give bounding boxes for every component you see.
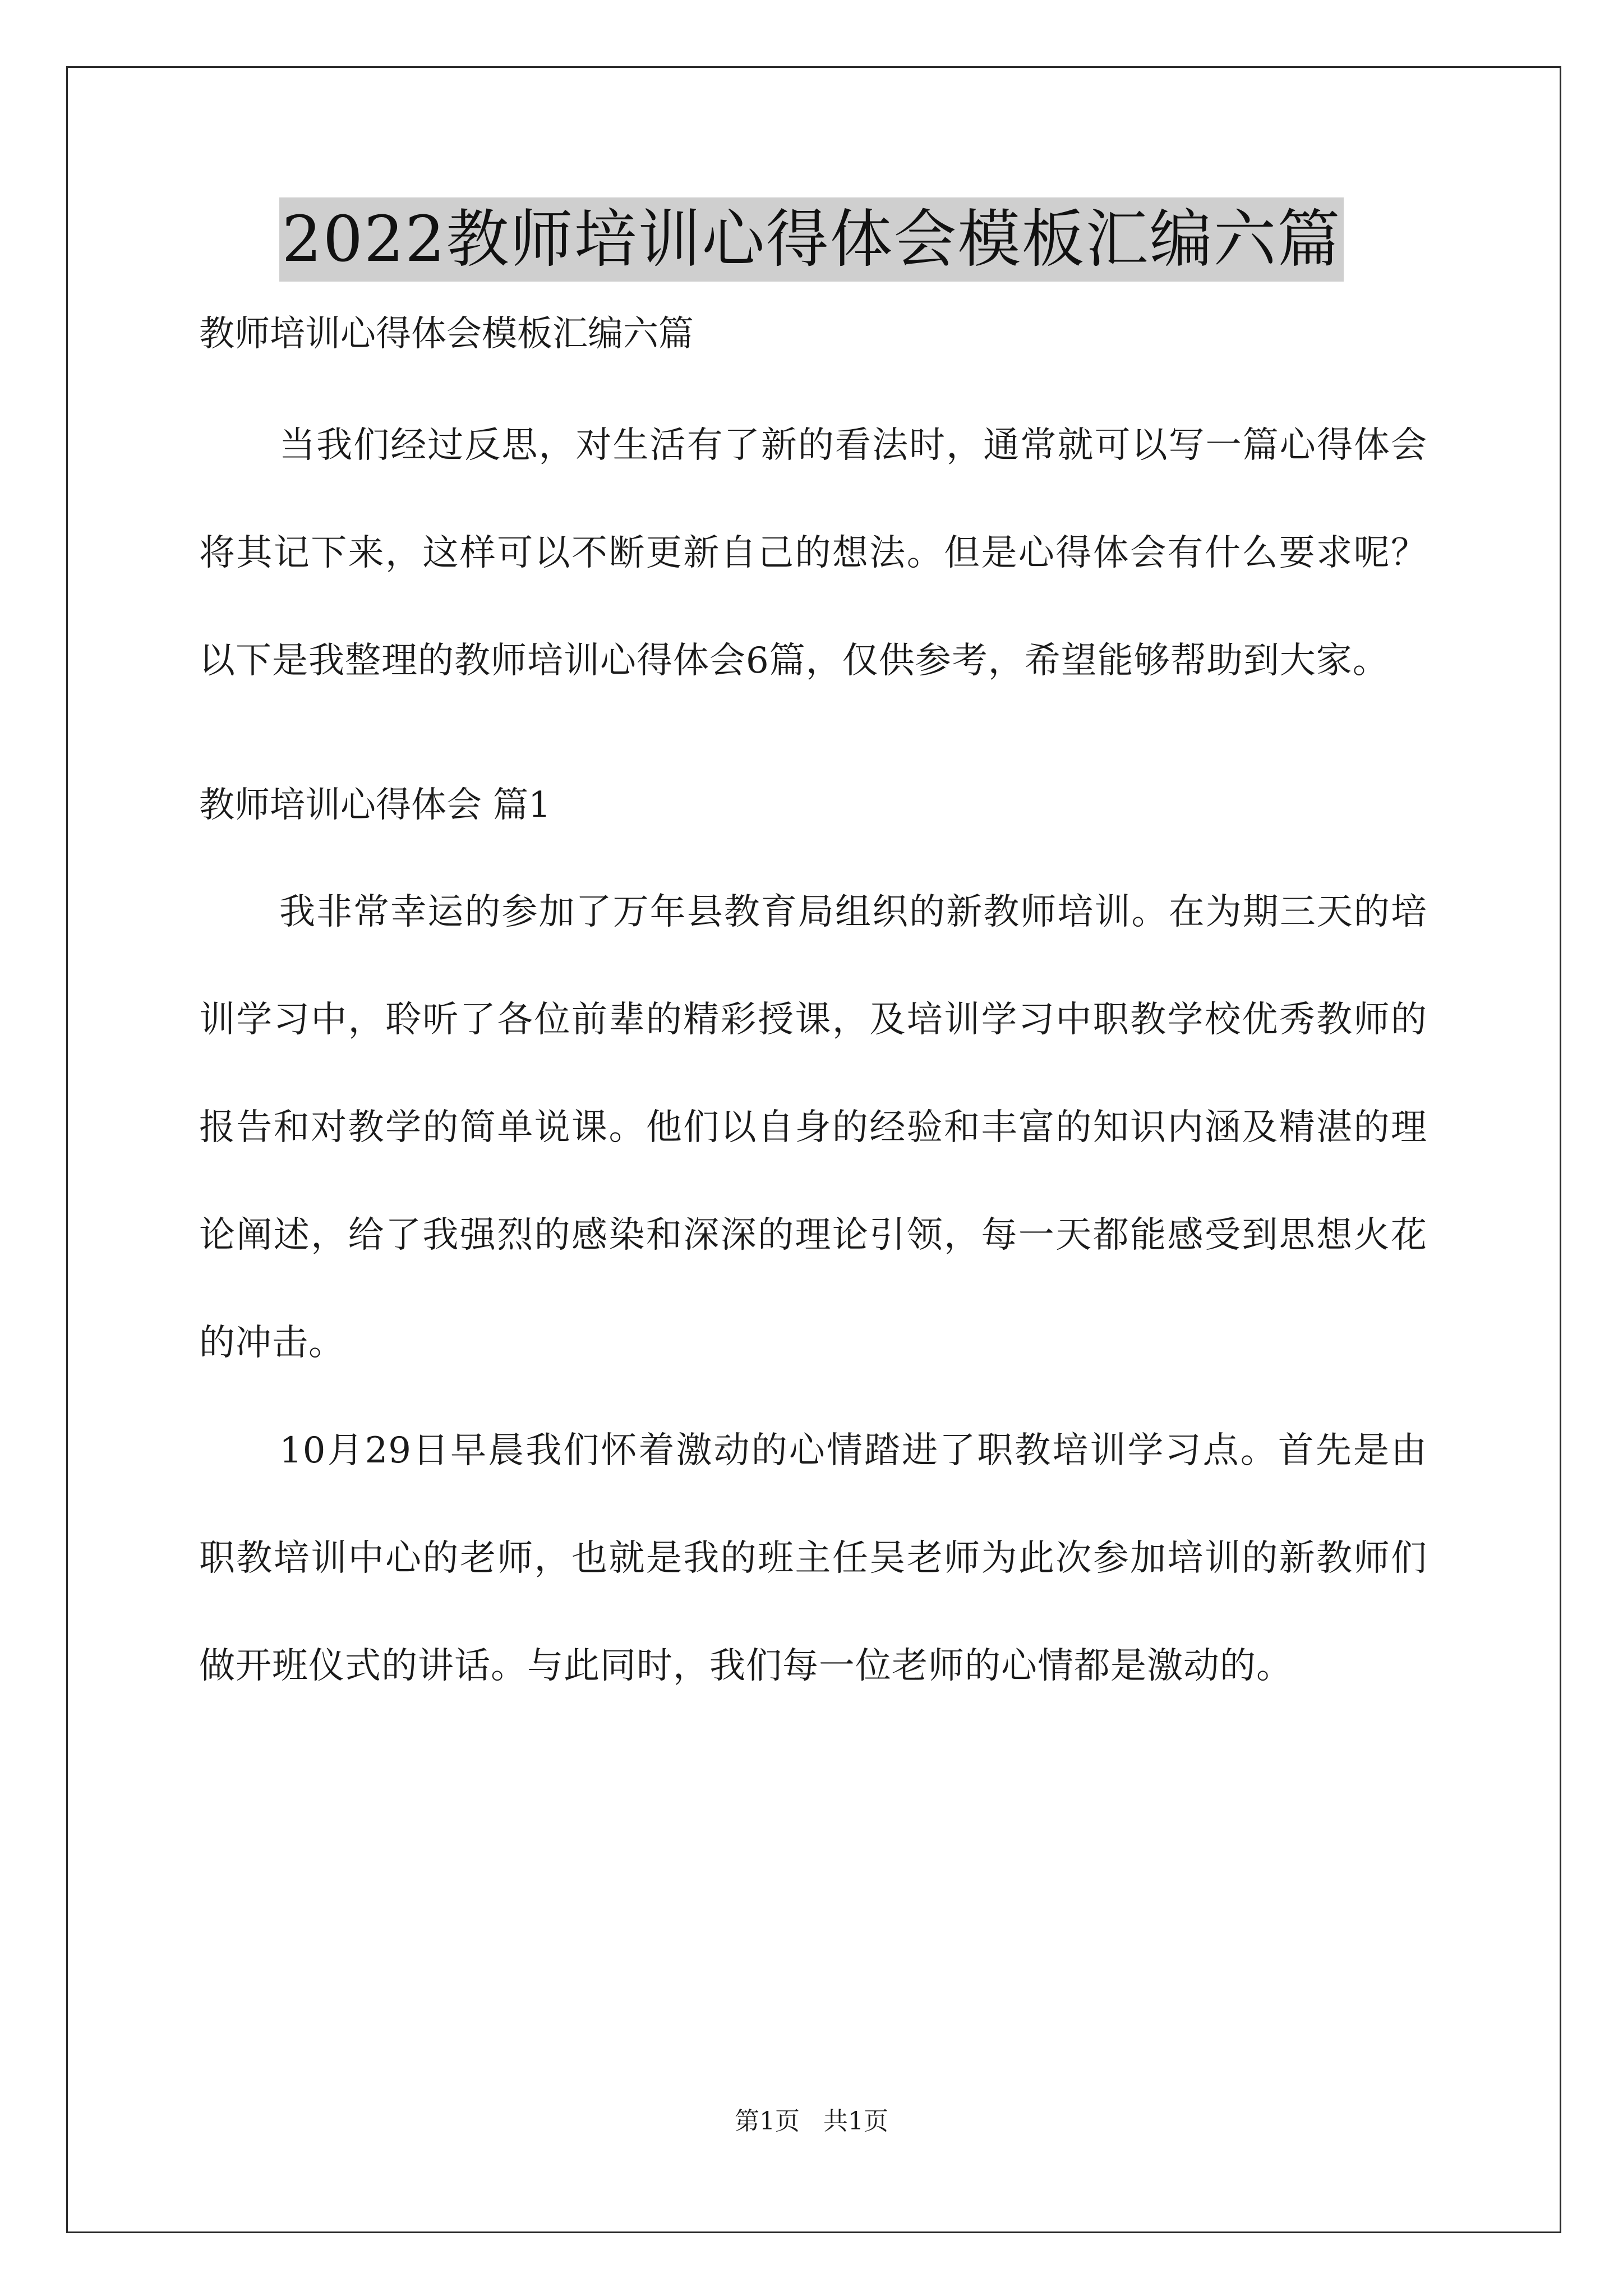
document-body	[199, 314, 1427, 1720]
intro-paragraph: 当我们经过反思，对生活有了新的看法时，通常就可以写一篇心得体会将其记下来，这样可以不断更新自己的想法。但是心得体会有什么要求呢？以下是我整理的教师培训心得体会6篇，仅供参考，希望能够帮助到大家。	[199, 425, 1427, 682]
section-heading: 教师培训心得体会 篇1	[199, 784, 551, 825]
title-container	[0, 197, 1623, 282]
page-number: 第1页	[735, 2107, 800, 2136]
section-paragraph: 10月29日早晨我们怀着激动的心情踏进了职教培训学习点。首先是由职教培训中心的老师，也就是我的班主任吴老师为此次参加培训的新教师们做开班仪式的讲话。与此同时，我们每一位老师的心情都是激动的。	[199, 1430, 1427, 1687]
page-total: 共1页	[823, 2107, 888, 2136]
page-footer	[0, 2105, 1623, 2138]
document-title: 2022教师培训心得体会模板汇编六篇	[279, 197, 1343, 282]
section-paragraph: 我非常幸运的参加了万年县教育局组织的新教师培训。在为期三天的培训学习中，聆听了各位前辈的精彩授课，及培训学习中职教学校优秀教师的报告和对教学的简单说课。他们以自身的经验和丰富的知识内涵及精湛的理论阐述，给了我强烈的感染和深深的理论引领，每一天都能感受到思想火花的冲击。	[199, 891, 1427, 1364]
document-subtitle: 教师培训心得体会模板汇编六篇	[199, 313, 694, 354]
